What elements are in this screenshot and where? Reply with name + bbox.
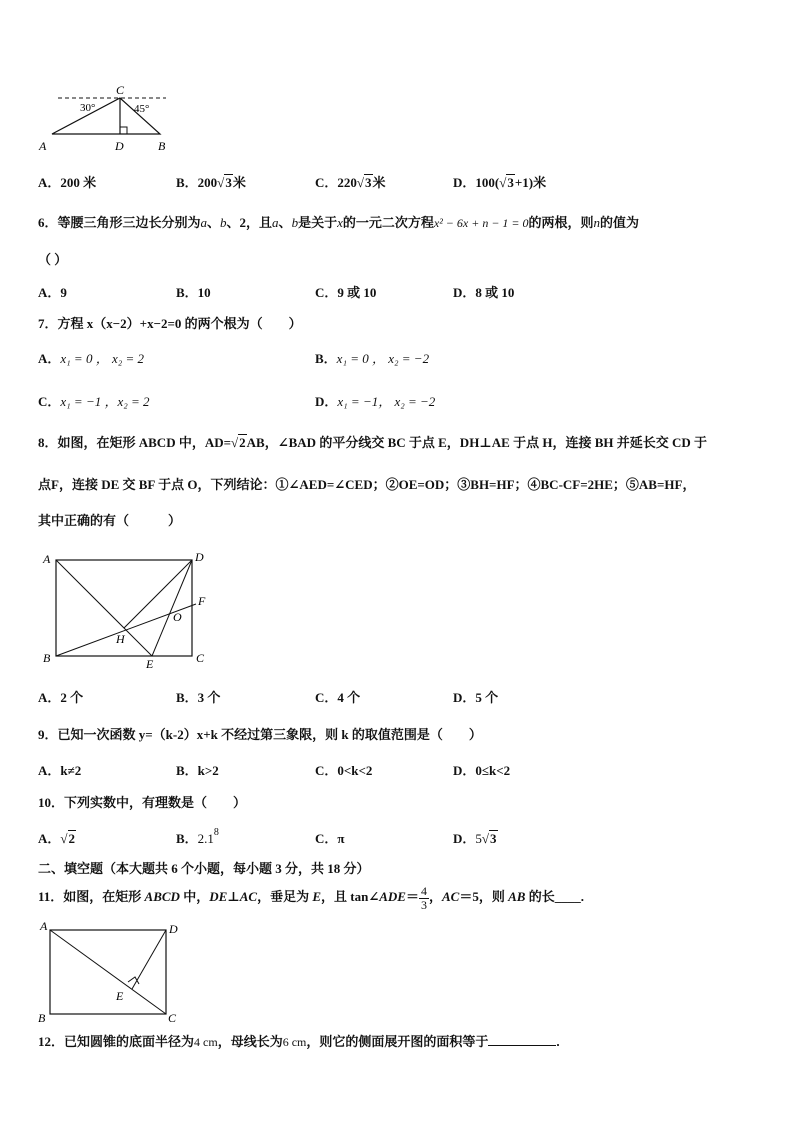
q10-option-d-coef: 5: [475, 831, 482, 846]
q8-option-a: A．2 个: [38, 690, 84, 705]
q12-mid: ，母线长为: [217, 1034, 283, 1049]
q11-fraction-den: 3: [421, 897, 427, 912]
q5-option-b: B．200√3米: [176, 175, 246, 190]
fig11-label-D: D: [169, 922, 178, 936]
figure-q5: [36, 84, 176, 156]
q5-option-d-post: +1)米: [514, 175, 547, 190]
q5-option-b-post: 米: [232, 175, 246, 190]
q7-option-d-math: x₁ = −1， x₂ = −2: [337, 394, 436, 409]
q6-option-c: C．9 或 10: [315, 285, 377, 300]
q10-option-d: D．5√3: [453, 831, 497, 846]
q6-option-a: A．9: [38, 285, 67, 300]
q8-option-c: C．4 个: [315, 690, 361, 705]
q6-option-d: D．8 或 10: [453, 285, 515, 300]
q6-suffix: 的两根，则: [528, 215, 594, 230]
q11-eq: ＝: [405, 889, 419, 904]
fig11-label-B: B: [38, 1011, 46, 1025]
q5-option-b-pre: B．200: [176, 175, 218, 190]
q10-option-b-value: 2.1: [197, 831, 214, 846]
q6-mid: 是关于: [298, 215, 338, 230]
q8-line1-pre: 8．如图，在矩形 ABCD 中，AD=: [38, 435, 232, 450]
q5-option-b-rad: 3: [225, 175, 232, 190]
q6-n: n: [593, 215, 601, 230]
q6-paren: （ ）: [38, 252, 68, 267]
fig5-label-A: A: [39, 139, 47, 153]
q7-option-a-label: A．: [38, 351, 61, 366]
q9-option-b: B．k>2: [176, 763, 219, 778]
q5-option-d-pre: D．100(: [453, 175, 500, 190]
q7-stem: 7．方程 x（x−2）+x−2=0 的两个根为（ ）: [38, 316, 302, 331]
q12-stem: [38, 1031, 560, 1050]
q8-stem-line1: 8．如图，在矩形 ABCD 中，AD=√2AB，∠BAD 的平分线交 BC 于点 E，DH⊥AE 于点 H，连接 BH 并延长交 CD 于: [38, 435, 708, 450]
q6-end: 的值为: [600, 215, 640, 230]
q7-option-c: [38, 391, 150, 410]
q5-option-d-rad: 3: [507, 175, 514, 190]
q11-de: DE⊥AC: [209, 889, 258, 904]
q8-option-d: D．5 个: [453, 690, 499, 705]
q7-option-a: [38, 348, 144, 367]
fig5-label-C: C: [116, 84, 125, 97]
fig11-label-C: C: [168, 1011, 177, 1025]
figure-q11: [32, 918, 192, 1026]
fig8-label-B: B: [43, 651, 51, 665]
q6-stem: [38, 212, 639, 231]
q12-end: ，则它的侧面展开图的面积等于: [306, 1034, 489, 1049]
fig8-label-F: F: [198, 594, 206, 608]
q11-end: 的长____.: [525, 889, 584, 904]
q8-line1-post: AB，∠BAD 的平分线交 BC 于点 E，DH⊥AE 于点 H，连接 BH 并延长交 CD 于: [246, 435, 708, 450]
fig8-label-D: D: [195, 550, 204, 564]
q12-blank-end: .: [556, 1034, 560, 1049]
q6-sep2: 、2，且: [226, 215, 273, 230]
q7-option-d-label: D．: [315, 394, 338, 409]
fig8-label-A: A: [43, 552, 51, 566]
q10-option-a-rad: 2: [68, 831, 76, 846]
q11-mid2: ，垂足为: [257, 889, 313, 904]
q7-option-b-math: x₁ = 0 ， x₂ = −2: [336, 351, 430, 366]
q11-ade: ADE: [379, 889, 406, 904]
q11-abcd: ABCD: [144, 889, 180, 904]
q6-equation: x² − 6x + n − 1 = 0: [433, 216, 529, 230]
q11-e: E: [312, 889, 322, 904]
q6-b: b: [220, 215, 227, 230]
q11-stem: [38, 880, 584, 914]
fig5-angle-right: 45°: [134, 103, 150, 115]
q12-pre: 12．已知圆锥的底面半径为: [38, 1034, 195, 1049]
q5-option-a: A．200 米: [38, 175, 97, 190]
q10-option-a-label: A．: [38, 831, 61, 846]
q7-option-c-label: C．: [38, 394, 61, 409]
q7-option-b: [315, 348, 429, 367]
fig5-label-D: D: [115, 139, 124, 153]
q8-stem-line2: 点F，连接 DE 交 BF 于点 O，下列结论：①∠AED=∠CED；②OE=OD；③BH=HF；④BC-CF=2HE；⑤AB=HF，: [38, 477, 696, 492]
q10-option-d-rad: 3: [490, 831, 497, 846]
q6-mid2: 的一元二次方程: [342, 215, 434, 230]
q11-mid1: 中，: [179, 889, 210, 904]
q6-x: x: [337, 215, 343, 230]
q11-ac: AC: [442, 889, 460, 904]
fig8-label-C: C: [196, 651, 205, 665]
q6-b2: b: [291, 215, 299, 230]
fig11-label-E: E: [116, 989, 124, 1003]
q5-option-c-rad: 3: [365, 175, 372, 190]
q6-a: a: [200, 215, 208, 230]
q10-option-a: A．√2: [38, 831, 76, 846]
q9-option-d: D．0≤k<2: [453, 763, 511, 778]
section-2-title: 二、填空题（本大题共 6 个小题，每小题 3 分，共 18 分）: [38, 861, 370, 876]
q6-prefix: 6．等腰三角形三边长分别为: [38, 215, 201, 230]
q11-mid5: ＝5，则: [459, 889, 509, 904]
fig5-label-B: B: [158, 139, 166, 153]
q11-mid4: ，: [429, 889, 443, 904]
q6-a2: a: [272, 215, 279, 230]
fig8-label-E: E: [146, 657, 154, 671]
q10-option-c: C．π: [315, 831, 345, 846]
q8-option-b: B．3 个: [176, 690, 221, 705]
q11-pre: 11．如图，在矩形: [38, 889, 145, 904]
q7-option-b-label: B．: [315, 351, 337, 366]
q11-ab: AB: [508, 889, 526, 904]
q6-sep1: 、: [207, 215, 221, 230]
q6-sep3: 、: [278, 215, 292, 230]
fig11-label-A: A: [40, 919, 48, 933]
q6-option-b: B．10: [176, 285, 211, 300]
q5-option-c-post: 米: [372, 175, 386, 190]
q9-option-c: C．0<k<2: [315, 763, 373, 778]
q8-line1-rad: 2: [239, 435, 246, 450]
q10-option-b-label: B．: [176, 831, 198, 846]
q12-radius: 4 cm: [194, 1035, 218, 1049]
q10-stem: 10．下列实数中，有理数是（ ）: [38, 795, 247, 810]
q10-option-b: [176, 828, 219, 847]
q12-answer-blank: [488, 1045, 556, 1046]
q10-option-b-repeat-digit: 8: [213, 827, 219, 838]
q5-option-c-pre: C．220: [315, 175, 357, 190]
q5-option-d: D．100(√3+1)米: [453, 175, 547, 190]
q5-option-c: C．220√3米: [315, 175, 386, 190]
q11-fraction-num: 4: [421, 883, 427, 898]
q9-option-a: A．k≠2: [38, 763, 82, 778]
q12-slant: 6 cm: [282, 1035, 307, 1049]
figure-q8: [36, 548, 216, 672]
q8-stem-line3: 其中正确的有（ ）: [38, 513, 182, 528]
q11-fraction: [419, 885, 429, 912]
fig8-label-H: H: [116, 632, 125, 646]
q7-option-c-math: x₁ = −1 ，x₂ = 2: [60, 394, 150, 409]
q11-mid3: ，且 tan∠: [321, 889, 380, 904]
q7-option-a-math: x₁ = 0 ， x₂ = 2: [60, 351, 145, 366]
q7-option-d: [315, 391, 435, 410]
q10-option-d-label: D．: [453, 831, 476, 846]
q9-stem: 9．已知一次函数 y=（k-2）x+k 不经过第三象限，则 k 的取值范围是（ ）: [38, 727, 482, 742]
fig5-angle-left: 30°: [80, 102, 96, 114]
fig8-label-O: O: [173, 610, 182, 624]
